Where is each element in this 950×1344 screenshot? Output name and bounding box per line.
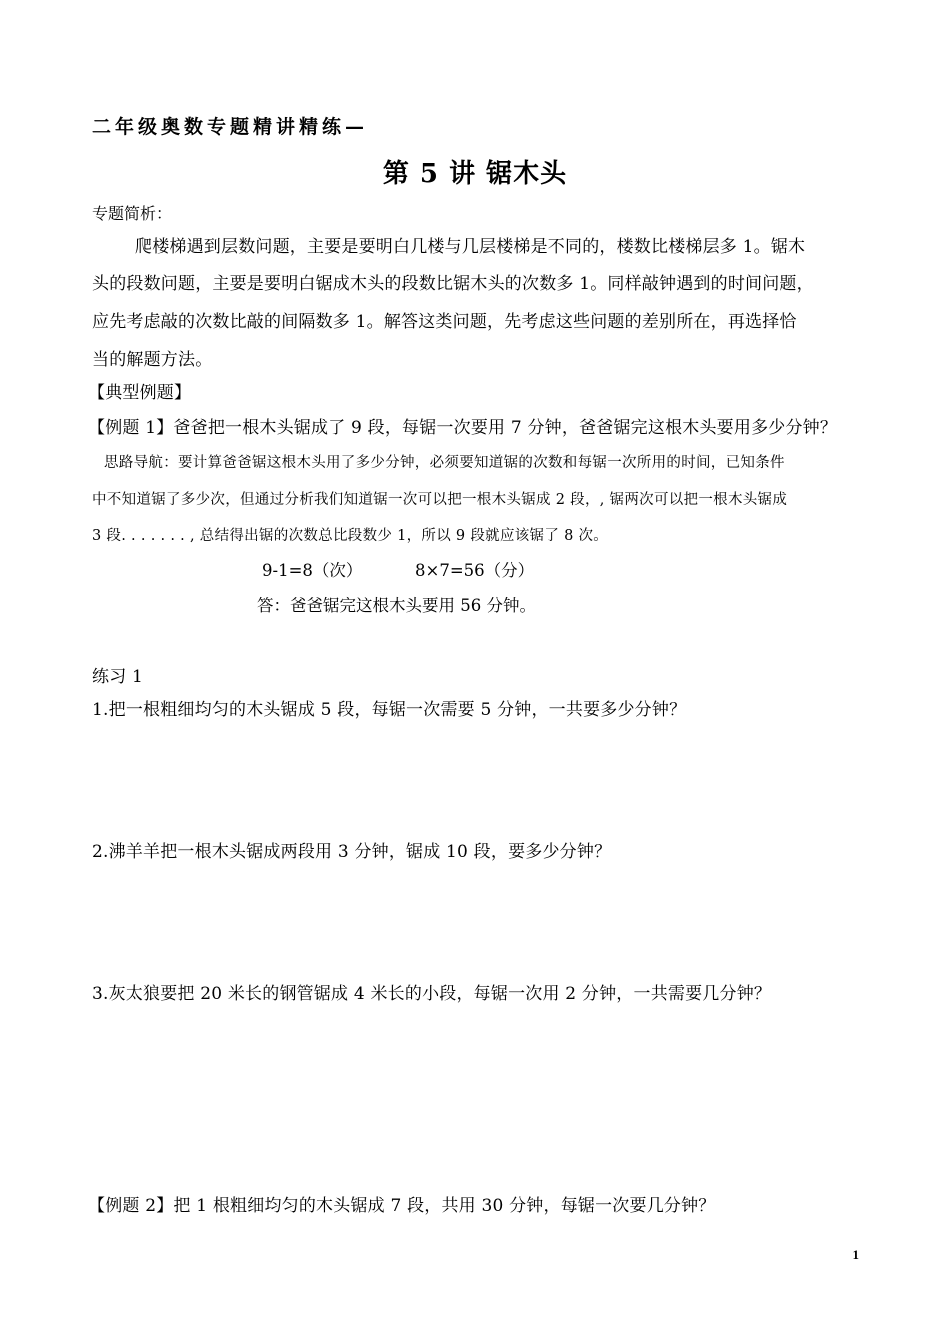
example1-question: 【例题 1】爸爸把一根木头锯成了 9 段，每锯一次要用 7 分钟，爸爸锯完这根木头要用多少分钟？ [88, 418, 838, 438]
example2-question: 【例题 2】把 1 根粗细均匀的木头锯成 7 段，共用 30 分钟，每锯一次要几分钟？ [88, 1196, 716, 1216]
lecture-title: 第 5 讲 锯木头 [382, 159, 568, 189]
example1-analysis-line: 3 段. . . . . . . , 总结得出锯的次数总比段数少 1，所以 9 段就应该锯了 8 次。 [92, 528, 609, 544]
intro-line: 当的解题方法。 [92, 350, 213, 370]
practice-question: 1.把一根粗细均匀的木头锯成 5 段，每锯一次需要 5 分钟，一共要多少分钟？ [92, 700, 687, 720]
example1-formula-2: 8×7=56（分） [415, 561, 535, 580]
series-title: 二年级奥数专题精讲精练— [92, 116, 369, 138]
example1-formula-1: 9-1=8（次） [262, 561, 363, 580]
practice-question: 3.灰太狼要把 20 米长的钢管锯成 4 米长的小段，每锯一次用 2 分钟，一共需要几分钟？ [92, 984, 772, 1004]
examples-heading: 【典型例题】 [88, 383, 192, 403]
page-number: 1 [852, 1247, 859, 1262]
intro-label: 专题简析： [92, 204, 173, 223]
practice-question: 2.沸羊羊把一根木头锯成两段用 3 分钟，锯成 10 段，要多少分钟？ [92, 842, 612, 862]
intro-line: 应先考虑敲的次数比敲的间隔数多 1。解答这类问题，先考虑这些问题的差别所在，再选择恰 [92, 312, 797, 332]
example1-analysis-line: 中不知道锯了多少次，但通过分析我们知道锯一次可以把一根木头锯成 2 段，, 锯两次可以把一根木头锯成 [92, 492, 788, 508]
example1-analysis-line: 思路导航：要计算爸爸锯这根木头用了多少分钟，必须要知道锯的次数和每锯一次所用的时间，已知条件 [104, 455, 785, 471]
intro-line: 爬楼梯遇到层数问题，主要是要明白几楼与几层楼梯是不同的，楼数比楼梯层多 1。锯木 [135, 237, 806, 257]
practice1-label: 练习 1 [92, 667, 144, 687]
intro-line: 头的段数问题，主要是要明白锯成木头的段数比锯木头的次数多 1。同样敲钟遇到的时间问题， [92, 274, 814, 294]
example1-answer: 答：爸爸锯完这根木头要用 56 分钟。 [257, 596, 536, 615]
